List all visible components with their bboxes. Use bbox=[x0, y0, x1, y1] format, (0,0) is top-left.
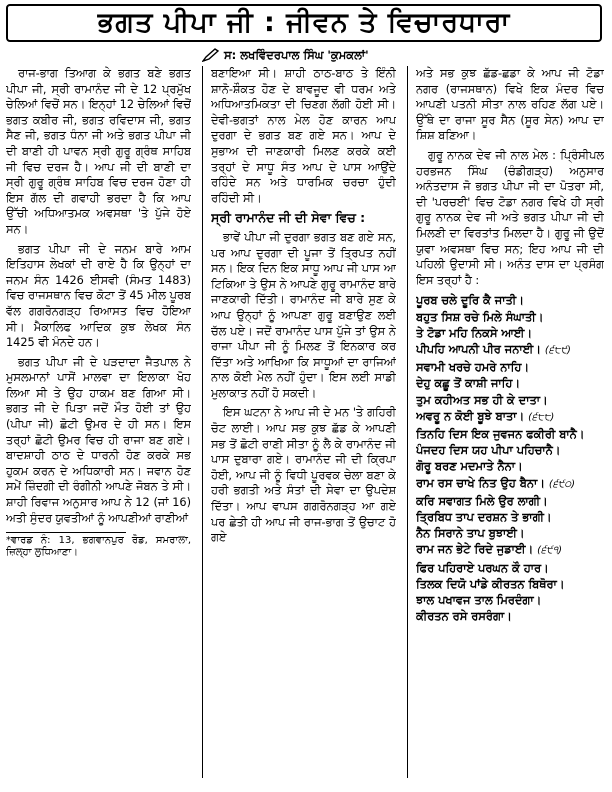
verse-line bbox=[416, 359, 604, 375]
verse-text: ਫਿਰ ਪਹਿਰਾਏ ਪਰਘਨ ਕੌ ਹਾਰ। bbox=[416, 560, 549, 575]
verse-number: (੬੯੧) bbox=[537, 545, 562, 557]
verse-line bbox=[416, 408, 604, 426]
verse-text: ਕਰਿ ਸਵਾਗਤ ਮਿਲੇ ਉਰ ਲਾਗੀ। bbox=[416, 493, 548, 508]
verse-text: ਝਾਲ ਪਖਾਵਜ ਤਾਲ ਮਿਰਦੰਗਾ। bbox=[416, 592, 542, 607]
verse-text: ਪੀਪਹਿ ਆਪਨੀ ਪੀਰ ਜਨਾਈ। bbox=[416, 341, 541, 356]
verse-line bbox=[416, 475, 604, 493]
paragraph: ਰਾਜ-ਭਾਗ ਤਿਆਗ ਕੇ ਭਗਤ ਬਣੇ ਭਗਤ ਪੀਪਾ ਜੀ, ਸ੍ਰੀ ਰਾਮਾਨੰਦ ਜੀ ਦੇ 12 ਪ੍ਰਮੁੱਖ ਚੇਲਿਆਂ ਵਿਚੋਂ ਸਨ। ਇਨ੍ਹਾਂ 12 ਚੇਲਿਆਂ ਵਿਚੋਂ ਭਗਤ ਕਬੀਰ ਜੀ, ਭਗਤ ਰਵਿਦਾਸ ਜੀ, ਭਗਤ ਸੈਣ ਜੀ, ਭਗਤ ਧੰਨਾ ਜੀ ਅਤੇ ਭਗਤ ਪੀਪਾ ਜੀ ਦੀ ਬਾਣੀ ਹੀ ਪਾਵਨ ਸ੍ਰੀ ਗੁਰੂ ਗ੍ਰੰਥ ਸਾਹਿਬ ਜੀ ਵਿਚ ਦਰਜ ਹੈ। ਆਪ ਜੀ ਦੀ ਬਾਣੀ ਦਾ ਸ੍ਰੀ ਗੁਰੂ ਗ੍ਰੰਥ ਸਾਹਿਬ ਵਿਚ ਦਰਜ ਹੋਣਾ ਹੀ ਇਸ ਗੱਲ ਦੀ ਗਵਾਹੀ ਭਰਦਾ ਹੈ ਕਿ ਆਪ ਉੱਚੀ ਅਧਿਆਤਮਕ ਅਵਸਥਾ 'ਤੇ ਪੁੱਜੇ ਹੋਏ ਸਨ। bbox=[6, 67, 191, 236]
author-byline: ਸ: ਲਖਵਿੰਦਰਪਾਲ ਸਿੰਘ 'ਕੁਮਕਲਾਂ' bbox=[224, 47, 369, 62]
verse-text: ਗੋਰੂ ਬਰਣ ਮਦਮਾਤੇ ਨੈਨਾ। bbox=[416, 459, 523, 474]
verse-text: ਦੇਹੁ ਕਛੂ ਤੋਂ ਕਾਸ਼ੀ ਜਾਹਿ। bbox=[416, 376, 521, 391]
verse-line bbox=[416, 493, 604, 509]
verse-text: ਅਵਰੂ ਨ ਕੋਈ ਬੂਝੇ ਬਾਤਾ। bbox=[416, 408, 525, 423]
verse-text: ਤੁਮ ਕਹੀਅਤ ਸਭ ਹੀ ਕੇ ਦਾਤਾ। bbox=[416, 392, 548, 407]
verse-line bbox=[416, 341, 604, 359]
article-page bbox=[6, 4, 606, 788]
verse-line bbox=[416, 325, 604, 341]
paragraph: ਭਾਵੇਂ ਪੀਪਾ ਜੀ ਦੁਰਗਾ ਭਗਤ ਬਣ ਗਏ ਸਨ, ਪਰ ਆਪ ਦੁਰਗਾ ਦੀ ਪੂਜਾ ਤੋਂ ਤ੍ਰਿਪਤ ਨਹੀਂ ਸਨ। ਇਕ ਦਿਨ ਇਕ ਸਾਧੂ ਆਪ ਜੀ ਪਾਸ ਆ ਟਿਕਿਆ ਤੇ ਉਸ ਨੇ ਆਪਣੇ ਗੁਰੂ ਰਾਮਾਨੰਦ ਬਾਰੇ ਜਾਣਕਾਰੀ ਦਿੱਤੀ। ਰਾਮਾਨੰਦ ਜੀ ਬਾਰੇ ਸੁਣ ਕੇ ਆਪ ਉਨ੍ਹਾਂ ਨੂੰ ਆਪਣਾ ਗੁਰੂ ਬਣਾਉਣ ਲਈ ਚੱਲ ਪਏ। ਜਦੋਂ ਰਾਮਾਨੰਦ ਪਾਸ ਪੁੱਜੇ ਤਾਂ ਉਸ ਨੇ ਰਾਜਾ ਪੀਪਾ ਜੀ ਨੂੰ ਮਿਲਣ ਤੋਂ ਇਨਕਾਰ ਕਰ ਦਿੱਤਾ ਅਤੇ ਆਖਿਆ ਕਿ ਸਾਧੂਆਂ ਦਾ ਰਾਜਿਆਂ ਨਾਲ ਕੋਈ ਮੇਲ ਨਹੀਂ ਹੁੰਦਾ। ਇਸ ਲਈ ਸਾਡੀ ਮੁਲਾਕਾਤ ਨਹੀਂ ਹੋ ਸਕਦੀ। bbox=[211, 230, 396, 400]
column-2 bbox=[211, 66, 396, 786]
verse-text: ਕੀਰਤਨ ਰਸੇ ਰਸਰੰਗਾ। bbox=[416, 609, 512, 624]
paragraph: ਬਣਾਇਆ ਸੀ। ਸ਼ਾਹੀ ਠਾਠ-ਬਾਠ ਤੇ ਇੰਨੀ ਸ਼ਾਨੋ-ਸ਼ੌਕਤ ਹੋਣ ਦੇ ਬਾਵਜੂਦ ਵੀ ਧਰਮ ਅਤੇ ਅਧਿਆਤਮਿਕਤਾ ਦੀ ਚਿਣਗ ਲੱਗੀ ਹੋਈ ਸੀ। ਦੇਵੀ-ਭਗਤਾਂ ਨਾਲ ਮੇਲ ਹੋਣ ਕਾਰਨ ਆਪ ਦੁਰਗਾ ਦੇ ਭਗਤ ਬਣ ਗਏ ਸਨ। ਆਪ ਦੇ ਸੁਭਾਅ ਦੀ ਜਾਣਕਾਰੀ ਮਿਲਣ ਕਰਕੇ ਕਈ ਤਰ੍ਹਾਂ ਦੇ ਸਾਧੂ ਸੰਤ ਆਪ ਦੇ ਪਾਸ ਆਉਂਦੇ ਰਹਿੰਦੇ ਸਨ ਅਤੇ ਧਾਰਮਿਕ ਚਰਚਾ ਹੁੰਦੀ ਰਹਿੰਦੀ ਸੀ। bbox=[211, 67, 396, 205]
verse-text: ਰਾਮ ਰਸ ਚਾਖੇ ਨਿਤ ਉਹ ਬੈਨਾ। bbox=[416, 475, 545, 490]
footnote-divider bbox=[6, 532, 126, 533]
paragraph: ਭਗਤ ਪੀਪਾ ਜੀ ਦੇ ਪੜਦਾਦਾ ਜੈਤਪਾਲ ਨੇ ਮੁਸਲਮਾਨਾਂ ਪਾਸੋਂ ਮਾਲਵਾ ਦਾ ਇਲਾਕਾ ਖੋਹ ਲਿਆ ਸੀ ਤੇ ਉਹ ਹਾਕਮ ਬਣ ਗਿਆ ਸੀ। ਭਗਤ ਜੀ ਦੇ ਪਿਤਾ ਜਦੋਂ ਮੌਤ ਹੋਈ ਤਾਂ ਉਹ (ਪੀਪਾ ਜੀ) ਛੋਟੀ ਉਮਰ ਦੇ ਹੀ ਸਨ। ਇਸ ਤਰ੍ਹਾਂ ਛੋਟੀ ਉਮਰ ਵਿਚ ਹੀ ਰਾਜਾ ਬਣ ਗਏ। ਬਾਦਸ਼ਾਹੀ ਠਾਠ ਦੇ ਧਾਰਨੀ ਹੋਣ ਕਰਕੇ ਸਭ ਹੁਕਮ ਕਰਨ ਦੇ ਅਧਿਕਾਰੀ ਸਨ। ਜਵਾਨ ਹੋਣ ਸਮੇਂ ਜ਼ਿੰਦਗੀ ਦੀ ਰੰਗੀਨੀ ਆਪਣੇ ਜੋਬਨ ਤੇ ਸੀ। ਸ਼ਾਹੀ ਰਿਵਾਜ ਅਨੁਸਾਰ ਆਪ ਨੇ 12 (ਜਾਂ 16) ਅਤੀ ਸੁੰਦਰ ਯੁਵਤੀਆਂ ਨੂੰ ਆਪਣੀਆਂ ਰਾਣੀਆਂ bbox=[6, 355, 191, 525]
verse-line bbox=[416, 375, 604, 391]
column-1 bbox=[6, 66, 191, 786]
verse-text: ਰਾਮ ਜਨ ਭੇਟੇ ਰਿਦੇ ਜੁਡਾਈ। bbox=[416, 542, 534, 557]
verse-line bbox=[416, 608, 604, 624]
verse-line bbox=[416, 509, 604, 525]
verse-line bbox=[416, 592, 604, 608]
verse-line bbox=[416, 392, 604, 408]
verse-text: ਪੂਰਬ ਚਲੇ ਦੂਰਿ ਕੈ ਜਾਤੀ। bbox=[416, 293, 524, 308]
verse-line bbox=[416, 426, 604, 442]
verse-block bbox=[416, 292, 604, 624]
verse-number: (੬੮੯) bbox=[544, 344, 571, 356]
verse-line bbox=[416, 541, 604, 559]
column-divider bbox=[407, 66, 408, 778]
verse-line bbox=[416, 525, 604, 541]
verse-line bbox=[416, 309, 604, 325]
paragraph: ਭਗਤ ਪੀਪਾ ਜੀ ਦੇ ਜਨਮ ਬਾਰੇ ਆਮ ਇਤਿਹਾਸ ਲੇਖਕਾਂ ਦੀ ਰਾਏ ਹੈ ਕਿ ਉਨ੍ਹਾਂ ਦਾ ਜਨਮ ਸੰਨ 1426 ਈਸਵੀ (ਸੰਮਤ 1483) ਵਿਚ ਰਾਜਸਥਾਨ ਵਿਚ ਕੋਟਾ ਤੋਂ 45 ਮੀਲ ਪੂਰਬ ਵੱਲ ਗਗਰੋਨਗੜ੍ਹ ਰਿਆਸਤ ਵਿਚ ਹੋਇਆ ਸੀ। ਮੈਕਾਲਿਫ ਆਦਿਕ ਕੁਝ ਲੇਖਕ ਸੰਨ 1425 ਵੀ ਮੰਨਦੇ ਹਨ। bbox=[6, 242, 191, 350]
verse-text: ਨੈਨ ਸਿਰਾਨੇ ਤਾਪ ਬੁਝਾਈ। bbox=[416, 526, 525, 541]
verse-text: ਤ੍ਰਿਬਿਧ ਤਾਪ ਦਰਸ਼ਨ ਤੇ ਭਾਗੀ। bbox=[416, 509, 552, 524]
column-divider bbox=[202, 66, 203, 778]
section-heading: ਸ੍ਰੀ ਰਾਮਾਨੰਦ ਜੀ ਦੀ ਸੇਵਾ ਵਿਚ : bbox=[211, 210, 366, 226]
column-3 bbox=[416, 66, 604, 786]
paragraph: ਇਸ ਘਟਨਾ ਨੇ ਆਪ ਜੀ ਦੇ ਮਨ 'ਤੇ ਗਹਿਰੀ ਚੋਟ ਲਾਈ। ਆਪ ਸਭ ਕੁਝ ਛੱਡ ਕੇ ਆਪਣੀ ਸਭ ਤੋਂ ਛੋਟੀ ਰਾਣੀ ਸੀਤਾ ਨੂੰ ਲੈ ਕੇ ਰਾਮਾਨੰਦ ਜੀ ਪਾਸ ਦੁਬਾਰਾ ਗਏ। ਰਾਮਾਨੰਦ ਜੀ ਦੀ ਕ੍ਰਿਪਾ ਹੋਈ, ਆਪ ਜੀ ਨੂੰ ਵਿਧੀ ਪੂਰਵਕ ਚੇਲਾ ਬਣਾ ਕੇ ਹਰੀ ਭਗਤੀ ਅਤੇ ਸੰਤਾਂ ਦੀ ਸੇਵਾ ਦਾ ਉਪਦੇਸ਼ ਦਿੱਤਾ। ਆਪ ਵਾਪਸ ਗਗਰੋਨਗੜ੍ਹ ਆ ਗਏ ਪਰ ਛੇਤੀ ਹੀ ਆਪ ਜੀ ਰਾਜ-ਭਾਗ ਤੋਂ ਉਚਾਟ ਹੋ ਗਏ bbox=[211, 406, 396, 545]
article-title: ਭਗਤ ਪੀਪਾ ਜੀ : ਜੀਵਨ ਤੇ ਵਿਚਾਰਧਾਰਾ bbox=[97, 7, 511, 38]
pen-icon bbox=[202, 48, 220, 62]
title-banner bbox=[6, 4, 602, 42]
verse-line bbox=[416, 458, 604, 474]
byline-row bbox=[202, 46, 602, 64]
verse-line bbox=[416, 560, 604, 576]
verse-line bbox=[416, 442, 604, 458]
verse-line bbox=[416, 576, 604, 592]
verse-line bbox=[416, 292, 604, 308]
verse-number: (੬੮੮) bbox=[528, 411, 555, 423]
author-address: *ਵਾਰਡ ਨੰ: 13, ਭਗਵਾਨਪੁਰ ਰੋਡ, ਸਮਰਾਲਾ, ਜ਼ਿਲ੍ਹਾ ਲੁਧਿਆਣਾ। bbox=[6, 535, 191, 559]
verse-text: ਸਵਾਮੀ ਖਰਚੇ ਹਮਰੇ ਨਾਹਿ। bbox=[416, 360, 530, 375]
verse-text: ਪੰਜਦਹ ਦਿਸ ਯਹ ਪੀਪਾ ਪਹਿਚਾਨੈ। bbox=[416, 443, 561, 458]
paragraph: ਅਤੇ ਸਭ ਕੁਝ ਛੱਡ-ਛਡਾ ਕੇ ਆਪ ਜੀ ਟੋਡਾ ਨਗਰ (ਰਾਜਸਥਾਨ) ਵਿਖੇ ਇਕ ਮੰਦਰ ਵਿਚ ਆਪਣੀ ਪਤਨੀ ਸੀਤਾ ਨਾਲ ਰਹਿਣ ਲੱਗ ਪਏ। ਉੱਥੇ ਦਾ ਰਾਜਾ ਸੂਰ ਸੈਨ (ਸੂਰ ਸੇਨ) ਆਪ ਦਾ ਸ਼ਿਸ਼ ਬਣਿਆ। bbox=[416, 67, 604, 143]
paragraph: ਗੁਰੂ ਨਾਨਕ ਦੇਵ ਜੀ ਨਾਲ ਮੇਲ : ਪ੍ਰਿੰਸੀਪਲ ਹਰਭਜਨ ਸਿੰਘ (ਚੰਡੀਗੜ੍ਹ) ਅਨੁਸਾਰ ਅਨੰਤਦਾਸ ਜੋ ਭਗਤ ਪੀਪਾ ਜੀ ਦਾ ਪੋਤਰਾ ਸੀ, ਦੀ 'ਪਰਚਈ' ਵਿਚ ਟੋਡਾ ਨਗਰ ਵਿਖੇ ਹੀ ਸ੍ਰੀ ਗੁਰੂ ਨਾਨਕ ਦੇਵ ਜੀ ਅਤੇ ਭਗਤ ਪੀਪਾ ਜੀ ਦੀ ਮਿਲਣੀ ਦਾ ਵਿਰਤਾਂਤ ਮਿਲਦਾ ਹੈ। ਗੁਰੂ ਜੀ ਉਦੋਂ ਯੁਵਾ ਅਵਸਥਾ ਵਿਚ ਸਨ; ਇਹ ਆਪ ਜੀ ਦੀ ਪਹਿਲੀ ਉਦਾਸੀ ਸੀ। ਅਨੰਤ ਦਾਸ ਦਾ ਪ੍ਰਸੰਗ ਇਸ ਤਰ੍ਹਾਂ ਹੈ : bbox=[416, 148, 604, 287]
verse-text: ਤਿਨਹਿ ਦਿਸ ਇਕ ਜੁਵਜਨ ਫਕੀਰੀ ਬਾਨੈ। bbox=[416, 426, 585, 441]
verse-text: ਤੇ ਟੋਡਾ ਮਹਿ ਨਿਕਸੇ ਆਈ। bbox=[416, 325, 533, 340]
verse-text: ਤਿਲਕ ਦਿਯੋ ਪਾਂਡੇ ਕੀਰਤਨ ਬਿਥੋਰਾ। bbox=[416, 576, 565, 591]
verse-number: (੬੯੦) bbox=[548, 478, 576, 490]
verse-text: ਬਹੁਤ ਸਿਸ਼ ਰਚੇ ਮਿਲੇ ਸੰਘਾਤੀ। bbox=[416, 309, 544, 324]
